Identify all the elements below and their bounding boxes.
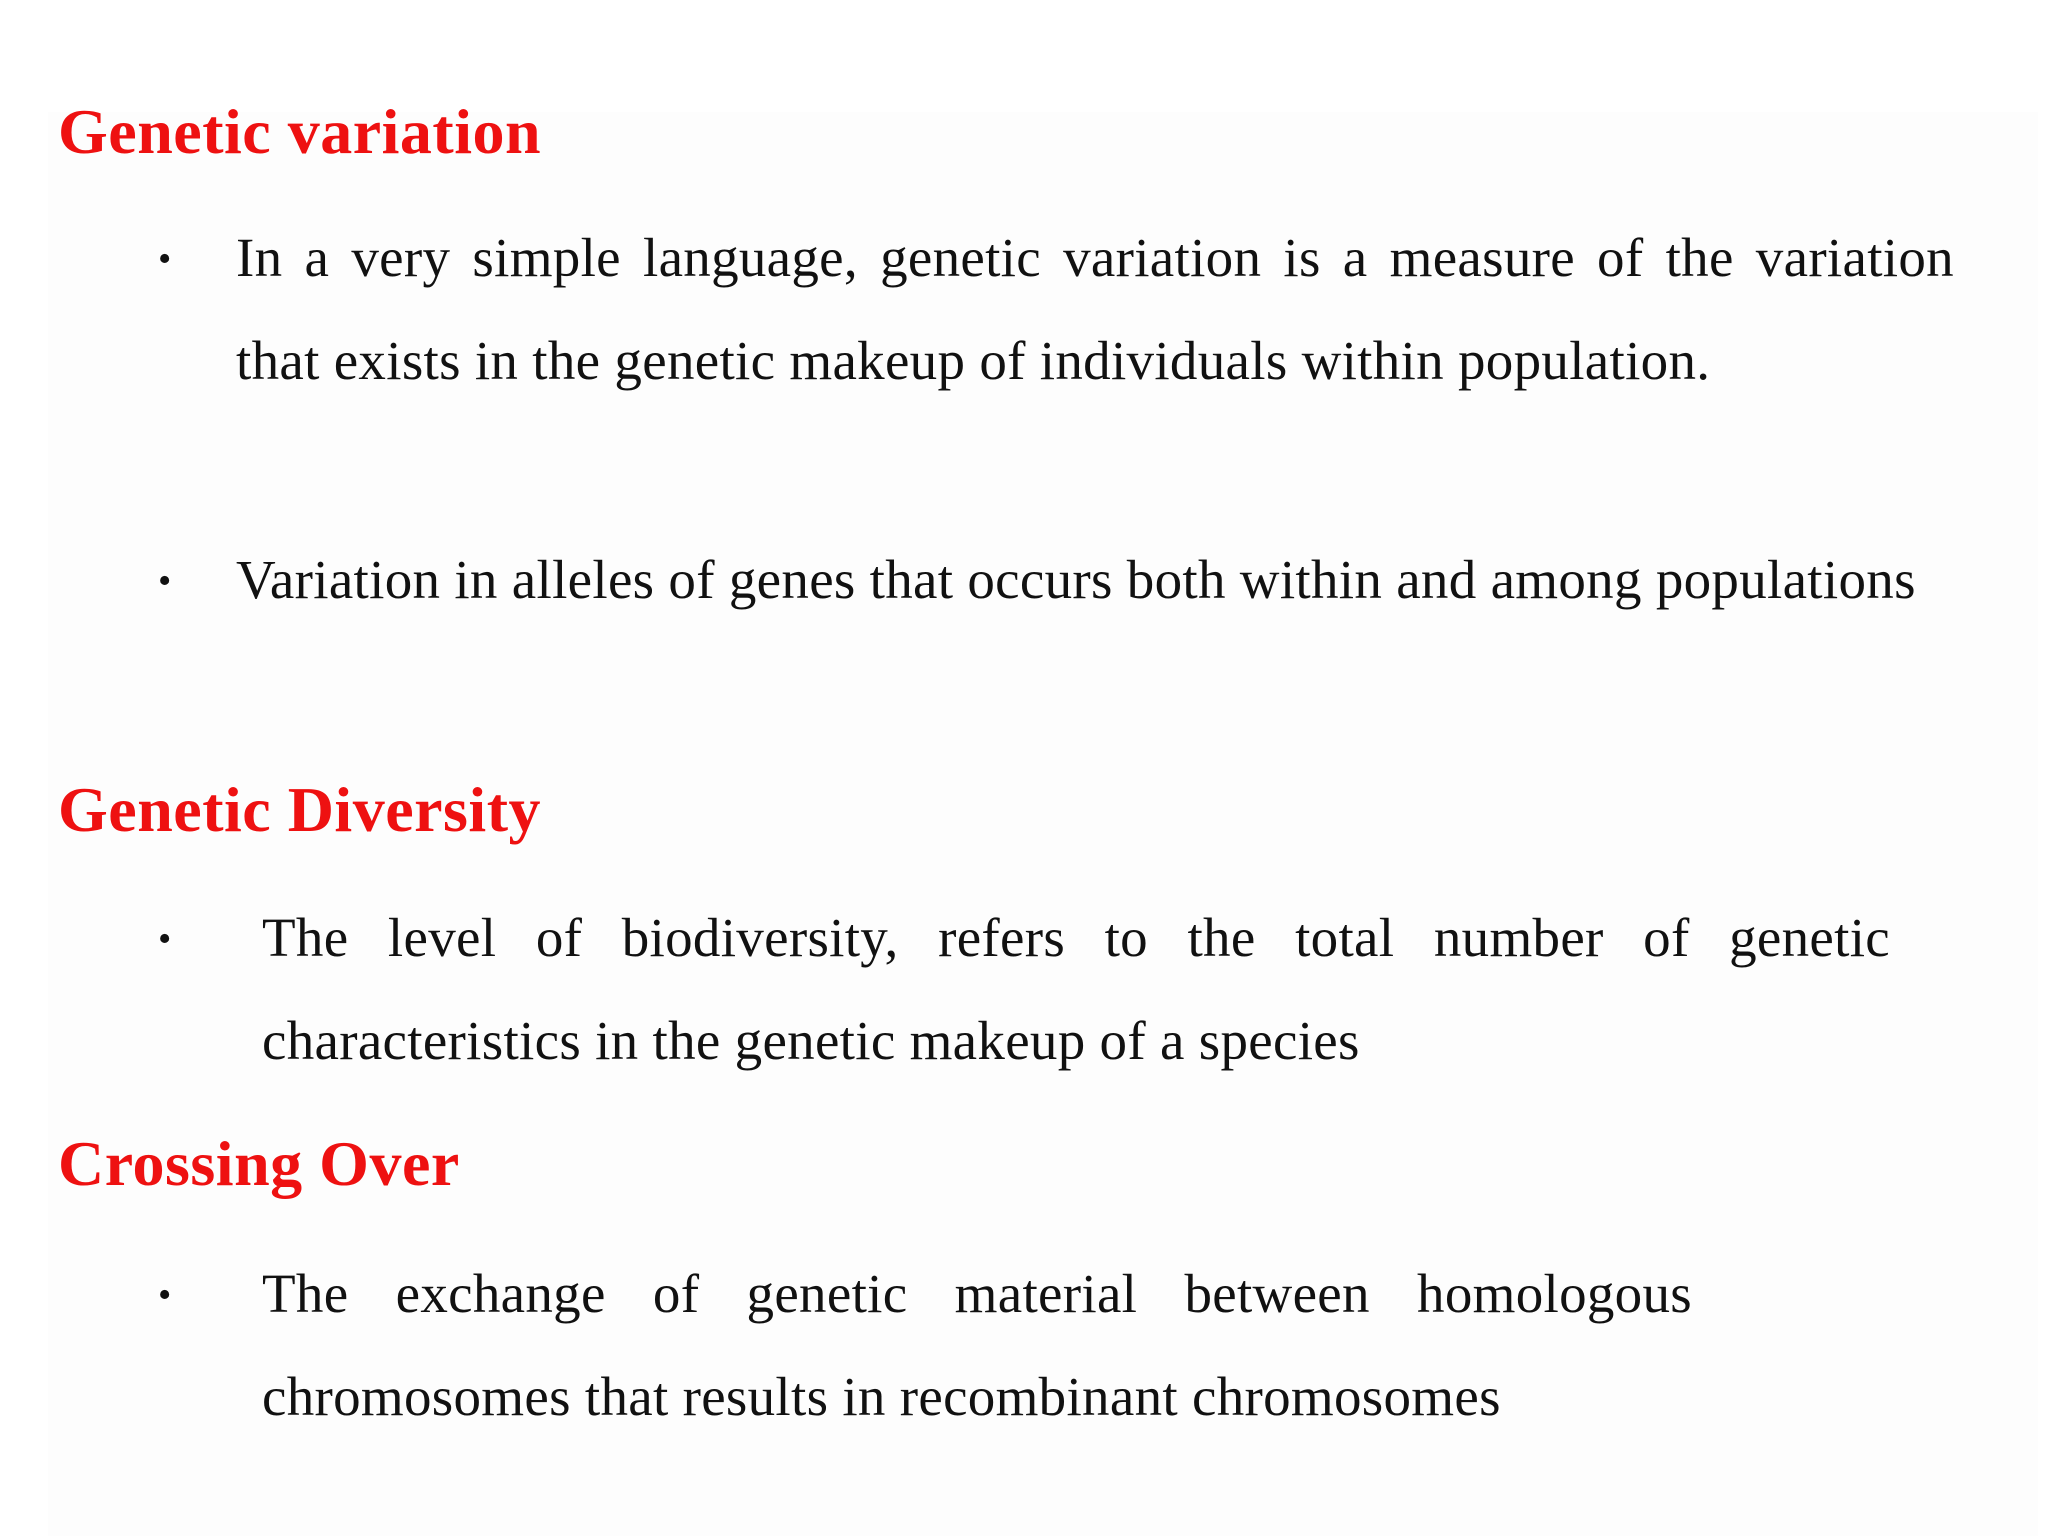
bullet-crossing-over-definition: The exchange of genetic material between homologous chromosomes that results in recombinant chromosomes [262,1263,1692,1427]
bullet-genetic-variation-definition: In a very simple language, genetic variation is a measure of the variation that exists in the genetic makeup of individuals within population. [236,227,1954,391]
bullet-genetic-diversity-definition: The level of biodiversity, refers to the total number of genetic characteristics in the genetic makeup of a species [262,907,1890,1071]
heading-genetic-variation: Genetic variation [58,96,542,167]
bullet-marker: • [158,1274,172,1316]
bullet-marker: • [158,238,172,280]
bullet-marker: • [158,560,172,602]
bullet-allele-variation: Variation in alleles of genes that occurs both within and among populations [236,549,1916,610]
heading-genetic-diversity: Genetic Diversity [58,774,541,845]
bullet-marker: • [158,918,172,960]
heading-crossing-over: Crossing Over [58,1128,460,1199]
